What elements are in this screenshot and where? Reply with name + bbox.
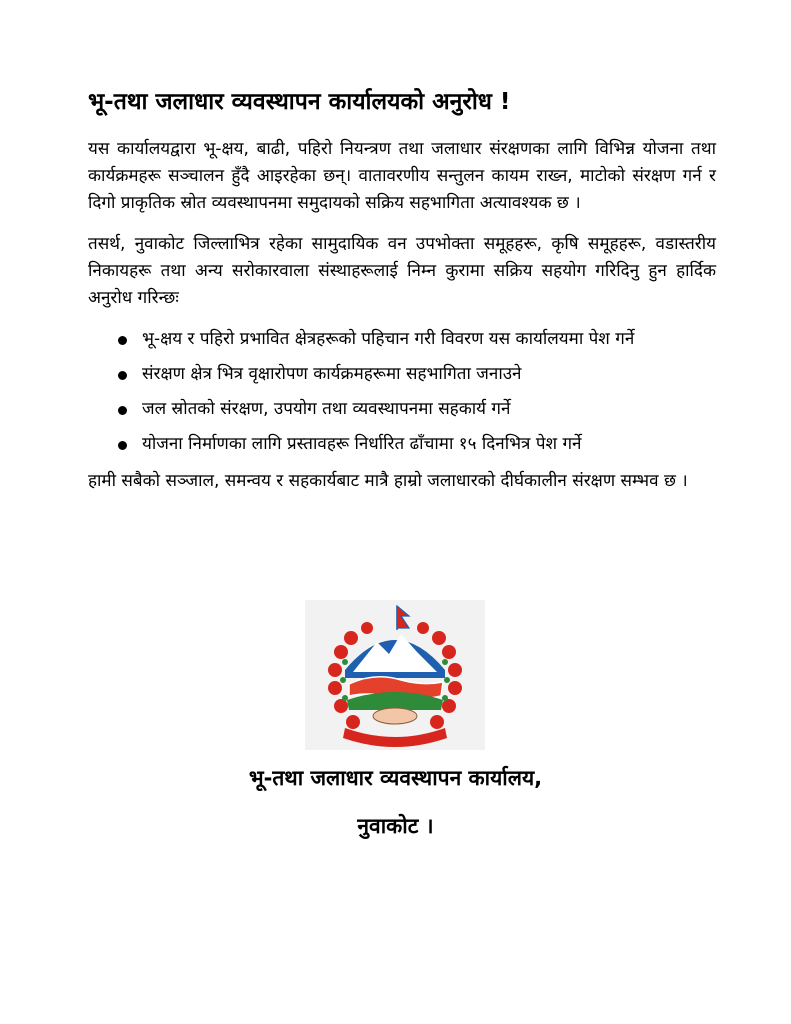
request-paragraph: तसर्थ, नुवाकोट जिल्लाभित्र रहेका सामुदायिक वन उपभोक्ता समूहहरू, कृषि समूहहरू, वडास्तरीय निकायहरू तथा अन्य सरोकारवाला संस्थाहरूलाई निम्न कुरामा सक्रिय सहयोग गरिदिनु हुन हार्दिक अनुरोध गरिन्छः	[88, 234, 716, 308]
list-item-text: जल स्रोतको संरक्षण, उपयोग तथा व्यवस्थापनमा सहकार्य गर्ने	[142, 399, 511, 419]
nepal-coat-of-arms-icon	[305, 600, 485, 750]
bullet-icon	[118, 441, 127, 450]
bullet-icon	[118, 371, 127, 380]
list-item-text: भू-क्षय र पहिरो प्रभावित क्षेत्रहरूको पहिचान गरी विवरण यस कार्यालयमा पेश गर्ने	[142, 329, 635, 349]
signature-office: भू-तथा जलाधार व्यवस्थापन कार्यालय,	[248, 766, 543, 790]
list-item-text: योजना निर्माणका लागि प्रस्तावहरू निर्धारित ढाँचामा १५ दिनभित्र पेश गर्ने	[142, 434, 582, 454]
list-item	[118, 431, 716, 458]
list-item	[118, 326, 716, 353]
intro-paragraph: यस कार्यालयद्वारा भू-क्षय, बाढी, पहिरो नियन्त्रण तथा जलाधार संरक्षणका लागि विभिन्न योजना तथा कार्यक्रमहरू सञ्चालन हुँदै आइरहेका छन्। वातावरणीय सन्तुलन कायम राख्न, माटोको संरक्षण गर्न र दिगो प्राकृतिक स्रोत व्यवस्थापनमा समुदायको सक्रिय सहभागिता अत्यावश्यक छ ।	[88, 139, 716, 213]
notice-title: भू-तथा जलाधार व्यवस्थापन कार्यालयको अनुरोध !	[88, 89, 511, 115]
list-item	[118, 396, 716, 423]
emblem-graphic	[305, 600, 485, 750]
request-list	[88, 326, 716, 458]
list-item	[118, 361, 716, 388]
closing-paragraph: हामी सबैको सञ्जाल, समन्वय र सहकार्यबाट मात्रै हाम्रो जलाधारको दीर्घकालीन संरक्षण सम्भव छ ।	[88, 471, 688, 491]
notice-body	[88, 86, 716, 509]
handshake-icon	[373, 708, 417, 724]
bullet-icon	[118, 336, 127, 345]
list-item-text: संरक्षण क्षेत्र भित्र वृक्षारोपण कार्यक्रमहरूमा सहभागिता जनाउने	[142, 364, 522, 384]
signature-district: नुवाकोट ।	[357, 814, 434, 838]
bullet-icon	[118, 406, 127, 415]
